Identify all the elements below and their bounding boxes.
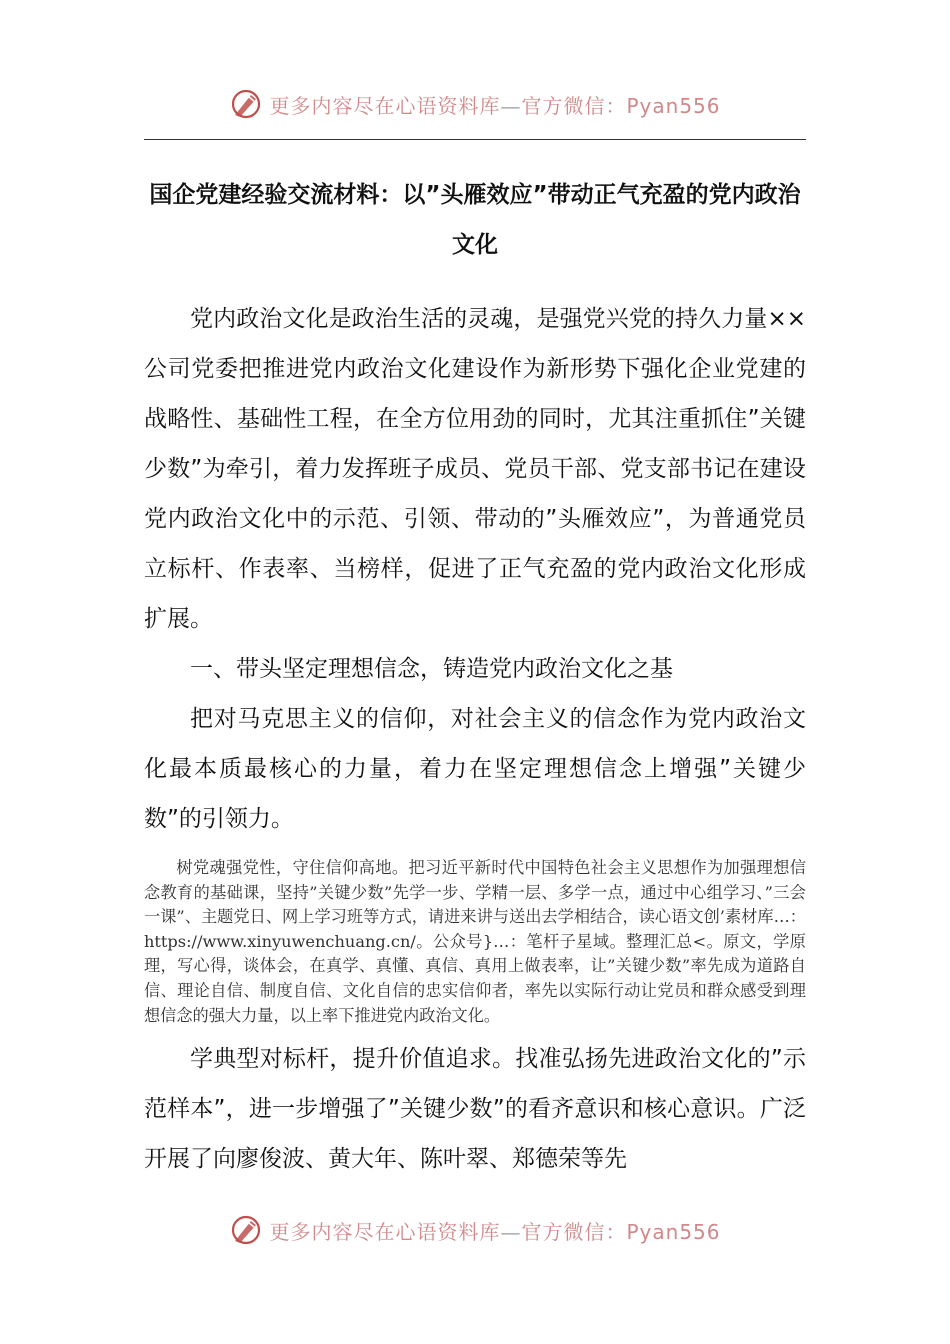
header-banner	[0, 84, 950, 124]
header-account: Pyan556	[626, 93, 721, 118]
paragraph-intro: 党内政治文化是政治生活的灵魂，是强党兴党的持久力量××公司党委把推进党内政治文化建设作为新形势下强化企业党建的战略性、基础性工程，在全方位用劲的同时，尤其注重抓住”关键少数”为牵引，着力发挥班子成员、党员干部、党支部书记在建设党内政治文化中的示范、引领、带动的”头雁效应”，为普通党员立标杆、作表率、当榜样，促进了正气充盈的党内政治文化形成扩展。	[144, 306, 806, 632]
pen-nib-logo-icon	[229, 1213, 263, 1247]
paragraph-small-print: 树党魂强党性，守住信仰高地。把习近平新时代中国特色社会主义思想作为加强理想信念教育的基础课，坚持”关键少数”先学一步、学精一层、多学一点，通过中心组学习、”三会一课”、主题党日、网上学习班等方式，请进来讲与送出去学相结合，读心语文创’素材库…：https://www.xinyuwenchuang.cn/。公众号}…：笔杆子星域。整理汇总<。原文，学原理，写心得，谈体会，在真学、真懂、真信、真用上做表率，让”关键少数”率先成为道路自信、理论自信、制度自信、文化自信的忠实信仰者，率先以实际行动让党员和群众感受到理想信念的强大力量，以上率下推进党内政治文化。	[144, 858, 806, 1025]
footer-banner	[0, 1210, 950, 1250]
document-body	[144, 294, 806, 1184]
header-divider	[144, 139, 806, 140]
pen-nib-logo-icon	[229, 87, 263, 121]
footer-banner-text: 更多内容尽在心语资料库—官方微信：Pyan556	[269, 1219, 721, 1244]
header-banner-text: 更多内容尽在心语资料库—官方微信：Pyan556	[269, 93, 721, 118]
paragraph-benchmark: 学典型对标杆，提升价值追求。找准弘扬先进政治文化的”示范样本”，进一步增强了”关键少数”的看齐意识和核心意识。广泛开展了向廖俊波、黄大年、陈叶翠、郑德荣等先	[144, 1046, 806, 1173]
footer-account: Pyan556	[626, 1219, 721, 1244]
section-heading-1: 一、带头坚定理想信念，铸造党内政治文化之基	[190, 656, 673, 682]
document-title: 国企党建经验交流材料：以”头雁效应”带动正气充盈的党内政治文化	[149, 182, 801, 258]
paragraph-section1-lead: 把对马克思主义的信仰，对社会主义的信念作为党内政治文化最本质最核心的力量，着力在坚定理想信念上增强”关键少数”的引领力。	[144, 706, 806, 832]
